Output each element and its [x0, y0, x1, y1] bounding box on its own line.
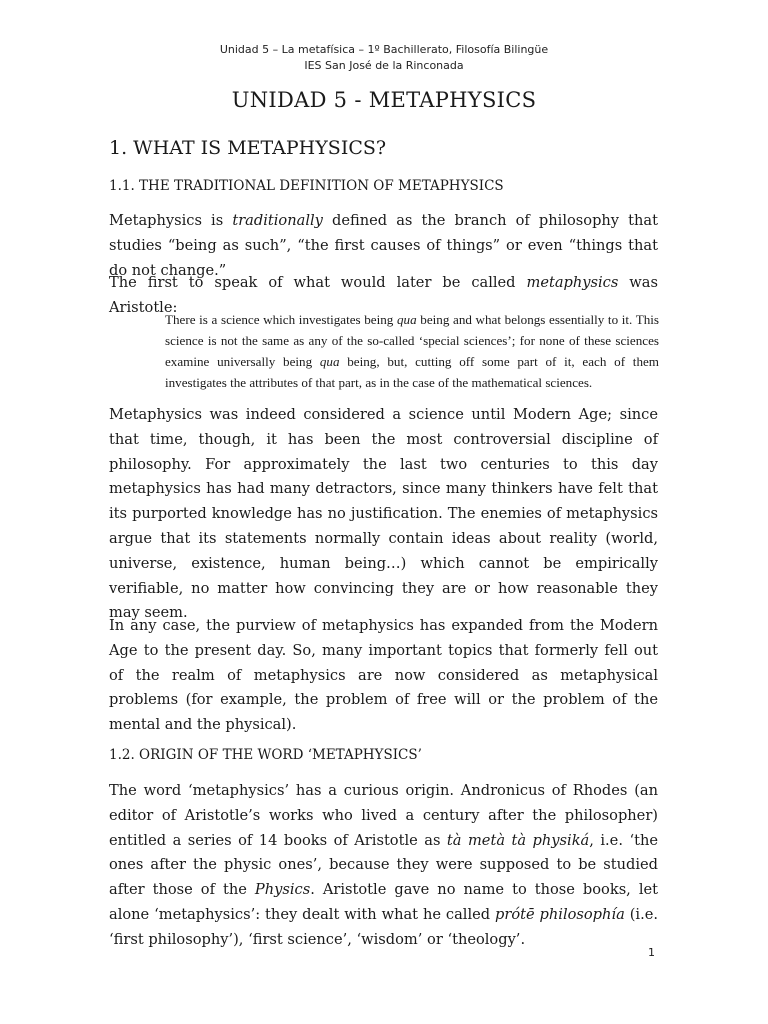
paragraph-aristotle-intro: The first to speak of what would later be called metaphysics was Aristotle: — [109, 274, 658, 316]
aristotle-quote: There is a science which investigates being qua being and what belongs essentially to it. This science is not the same as any of the so-called ‘special sciences’; for none of these sciences examine universally being qua being, but, cutting off some part of it, each of them investigates the attributes of that part, as in the case of the mathematical sciences. — [165, 312, 659, 390]
page-number: 1 — [648, 946, 655, 959]
subsection-heading-traditional-definition: 1.1. THE TRADITIONAL DEFINITION OF METAPHYSICS — [109, 178, 504, 194]
document-title: UNIDAD 5 - METAPHYSICS — [231, 88, 537, 112]
paragraph-modern-age-controversy: Metaphysics was indeed considered a science until Modern Age; since that time, though, it has been the most controversial discipline of philosophy. For approximately the last two centuries to this day metaphysics has had many detractors, since many thinkers have felt that its purported knowledge has no justification. The enemies of metaphysics argue that its statements normally contain ideas about reality (world, universe, existence, human being…) which cannot be empirically verifiable, no matter how convincing they are or how reasonable they may seem. — [109, 406, 658, 622]
subsection-heading-origin-of-word: 1.2. ORIGIN OF THE WORD ‘METAPHYSICS’ — [109, 747, 422, 763]
page-header — [0, 42, 768, 74]
header-course-line: Unidad 5 – La metafísica – 1º Bachillerato, Filosofía Bilingüe — [219, 43, 549, 56]
paragraph-definition: Metaphysics is traditionally defined as the branch of philosophy that studies “being as such”, “the first causes of things” or even “things that do not change.” — [109, 212, 658, 279]
section-heading-what-is-metaphysics: 1. WHAT IS METAPHYSICS? — [109, 137, 387, 159]
header-school-line: IES San José de la Rinconada — [304, 59, 464, 72]
paragraph-word-origin: The word ‘metaphysics’ has a curious origin. Andronicus of Rhodes (an editor of Aristotle’s works who lived a century after the philosopher) entitled a series of 14 books of Aristotle as tà metà tà physiká, i.e. ‘the ones after the physic ones’, because they were supposed to be studied after those of the Physics. Aristotle gave no name to those books, let alone ‘metaphysics’: they dealt with what he called prótē philosophía (i.e. ‘first philosophy’), ‘first science’, ‘wisdom’ or ‘theology’. — [109, 782, 658, 948]
paragraph-purview-expanded: In any case, the purview of metaphysics has expanded from the Modern Age to the present day. So, many important topics that formerly fell out of the realm of metaphysics are now considered as metaphysical problems (for example, the problem of free will or the problem of the mental and the physical). — [109, 617, 658, 734]
